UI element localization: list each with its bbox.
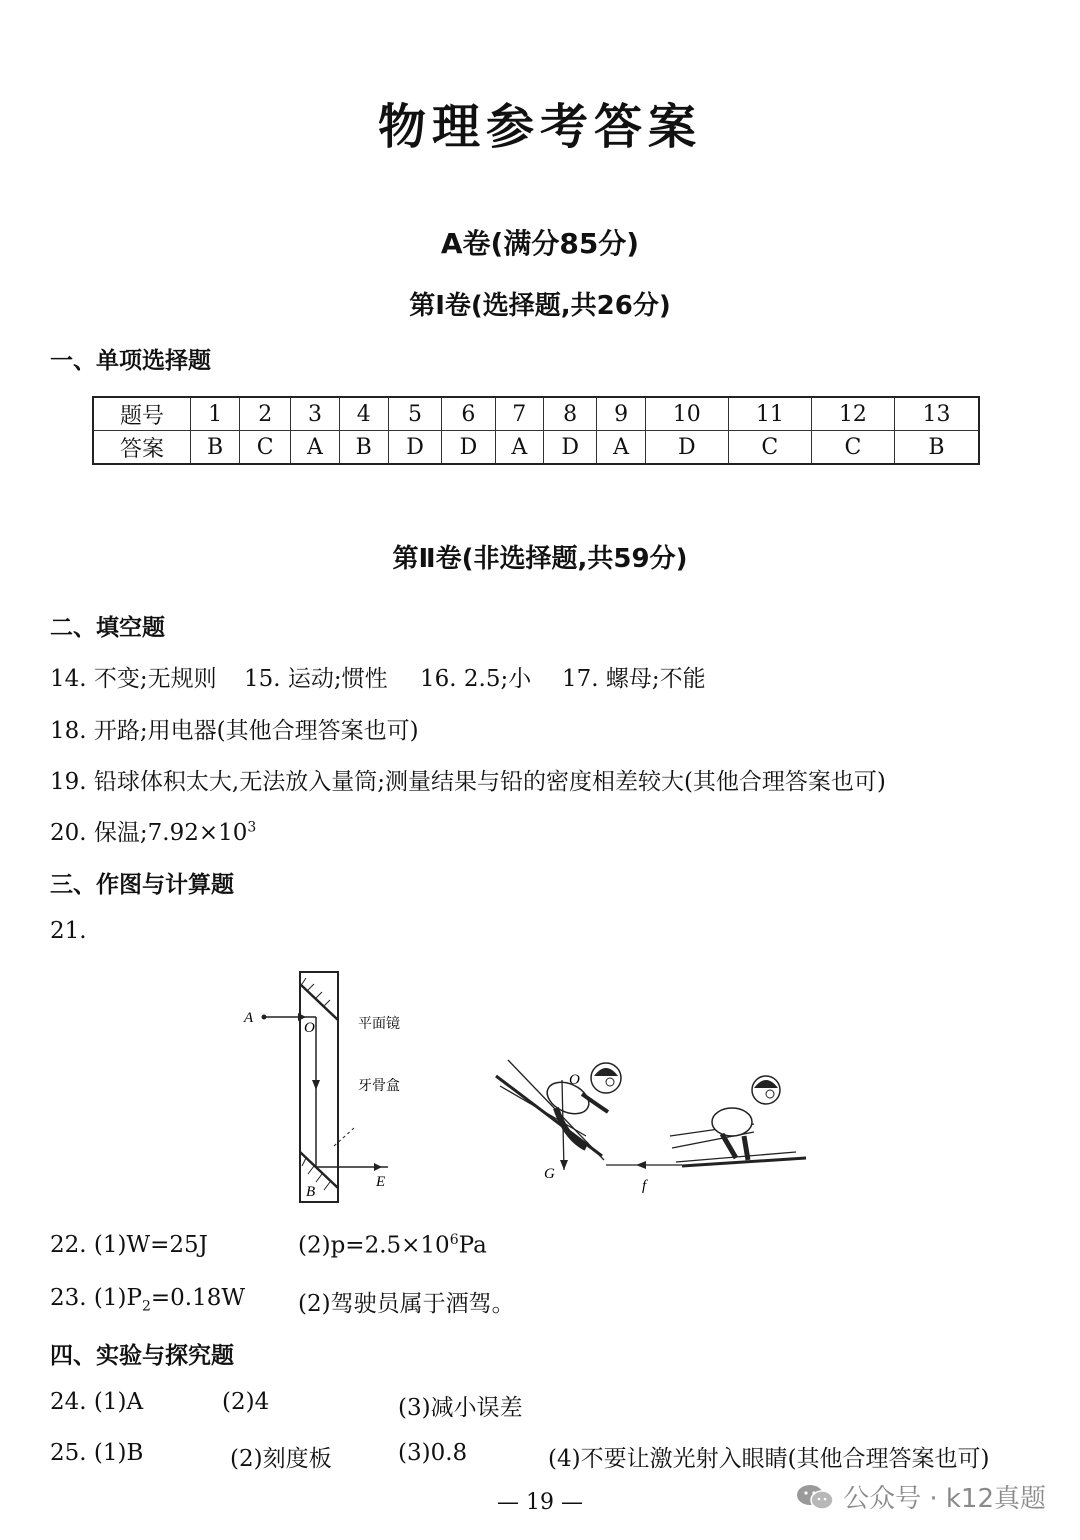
table-cell: A [597,431,645,465]
q22-unit: Pa [458,1232,487,1259]
answer-q25-part4: (4)不要让激光射入眼睛(其他合理答案也可) [548,1446,990,1472]
answer-q18: 18. 开路;用电器(其他合理答案也可) [50,718,419,744]
answer-q22-part1: 22. (1)W=25J [50,1232,208,1258]
q22-p2-text: (2)p=2.5×10 [298,1232,450,1259]
answer-q24-part2: (2)4 [222,1389,270,1415]
table-cell: 1 [191,397,240,431]
part2-heading: 第Ⅱ卷(非选择题,共59分) [392,544,688,574]
table-cell: C [240,431,291,465]
q23-p1-value: =0.18W [150,1285,245,1311]
table-cell: D [442,431,495,465]
page-number: — 19 — [497,1490,583,1515]
section-4-heading: 四、实验与探究题 [50,1343,234,1369]
table-cell: 9 [597,397,645,431]
skier1-helmet [591,1063,621,1093]
table-header-cell: 题号 [93,397,191,431]
table-cell: B [339,431,388,465]
table-row [93,397,979,431]
q23-subscript: 2 [141,1298,151,1315]
label-f: f [642,1178,647,1194]
table-cell: D [388,431,441,465]
table-cell: 8 [543,397,596,431]
table-cell: D [645,431,728,465]
table-cell: 13 [894,397,979,431]
answer-q24-part3: (3)减小误差 [398,1395,523,1421]
answer-q14: 14. 不变;无规则 [50,666,217,692]
answer-q19: 19. 铅球体积太大,无法放入量筒;测量结果与铅的密度相差较大(其他合理答案也可) [50,769,886,795]
section-2-heading: 二、填空题 [50,615,165,641]
answer-q25-part1: 25. (1)B [50,1440,144,1466]
table-cell: 6 [442,397,495,431]
label-A: A [244,1010,254,1026]
upper-mirror [300,984,338,1020]
page-title: 物理参考答案 [377,99,702,155]
label-G: G [544,1166,555,1182]
section-3-heading: 三、作图与计算题 [50,872,234,898]
answer-q20 [50,814,256,847]
table-cell: 10 [645,397,728,431]
label-tooth: 牙骨盒 [358,1078,400,1094]
answer-q24-part1: 24. (1)A [50,1389,144,1415]
answer-q23-part2: (2)驾驶员属于酒驾。 [298,1291,515,1317]
answer-q17: 17. 螺母;不能 [562,666,706,692]
table-cell: D [543,431,596,465]
label-O2: O [569,1072,580,1088]
skier-diagram [486,1048,816,1198]
q23-p1-text: 23. (1)P [50,1285,142,1311]
table-cell: A [291,431,339,465]
answer-q15: 15. 运动;惯性 [244,666,388,692]
answer-q21: 21. [50,918,87,944]
table-cell: C [728,431,811,465]
answer-q16: 16. 2.5;小 [420,666,532,692]
answer-q22-part2 [298,1232,487,1259]
watermark-text: 公众号 · k12真题 [843,1484,1046,1514]
table-cell: 5 [388,397,441,431]
table-cell: 7 [495,397,543,431]
answer-q25-part2: (2)刻度板 [230,1446,332,1472]
table-cell: 4 [339,397,388,431]
label-mirror: 平面镜 [358,1016,400,1032]
lower-mirror [300,1152,338,1188]
part1-heading: 第Ⅰ卷(选择题,共26分) [409,291,671,321]
ray-diagram [236,962,436,1212]
wechat-icon [795,1482,835,1512]
table-cell: B [894,431,979,465]
answer-q25-part3: (3)0.8 [398,1440,468,1466]
ski-right [682,1158,806,1166]
table-cell: A [495,431,543,465]
table-cell: C [811,431,894,465]
table-cell: 12 [811,397,894,431]
answer-table [92,396,980,465]
q20-text: 20. 保温;7.92×10 [50,820,248,846]
table-header-cell: 答案 [93,431,191,465]
section-1-heading: 一、单项选择题 [50,348,211,374]
table-cell: 2 [240,397,291,431]
q22-exponent: 6 [449,1232,459,1248]
table-row [93,431,979,465]
label-B: B [306,1184,316,1200]
q20-exponent: 3 [247,819,257,836]
answer-q23-part1 [50,1285,245,1315]
volume-a-heading: A卷(满分85分) [440,227,640,260]
watermark [795,1478,1046,1515]
table-cell: 11 [728,397,811,431]
label-O: O [304,1020,315,1036]
table-cell: B [191,431,240,465]
table-cell: 3 [291,397,339,431]
label-E: E [376,1174,386,1190]
